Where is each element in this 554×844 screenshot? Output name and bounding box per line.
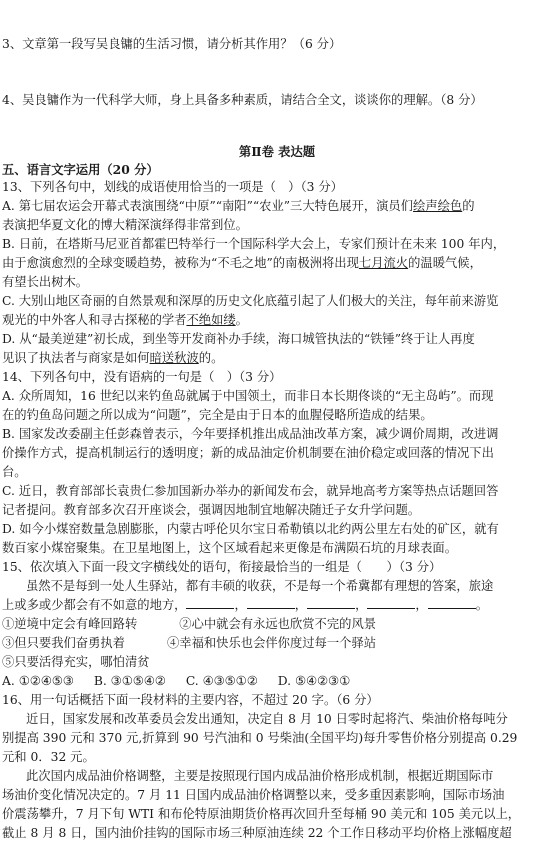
q14-option-b-line1: B. 国家发改委副主任彭森曾表示，今年要择机推出成品油改革方案，减少调价周期，改进调 — [2, 427, 499, 441]
q16-material-line2: 别提高 390 元和 370 元,折算到 90 号汽油和 0 号柴油(全国平均)每升零售价格分别提高 0.29 — [2, 731, 518, 745]
q13-option-c-line1: C. 大别山地区奇丽的自然景观和深厚的历史文化底蕴引起了人们极大的关注，每年前来游览 — [2, 294, 499, 308]
q13-option-d-line2: 见识了执法者与商家是如何暗送秋波的。 — [2, 351, 224, 365]
q16-material-line5: 场油价变化情况决定的。7 月 11 日国内成品油价格调整以来，受多重因素影响，国际市场油 — [2, 788, 505, 802]
q14-option-a-line2: 在的钓鱼岛问题之所以成为“问题”，完全是由于日本的血腥侵略所造成的结果。 — [2, 408, 433, 422]
q14-option-d-line1: D. 如今小煤窑数量急剧膨胀，内蒙古呼伦贝尔宝日希勒镇以北约两公里左右处的矿区，就有 — [2, 522, 499, 536]
q15-passage-line1: 虽然不是每到一处人生驿站，都有丰硕的收获，不是每一个希冀都有理想的答案，旅途 — [26, 579, 494, 593]
question-3: 3、文章第一段写吴良镛的生活习惯，请分析其作用？（6 分） — [2, 37, 342, 51]
q13-stem: 13、下列各句中，划线的成语使用恰当的一项是（ ）（3 分） — [2, 180, 343, 194]
answer-blank — [428, 595, 476, 609]
q14-option-c-line1: C. 近日，教育部部长袁贵仁参加国新办举办的新闻发布会，就异地高考方案等热点话题回答 — [2, 484, 499, 498]
part2-title: 第Ⅱ卷 表达题 — [238, 144, 316, 159]
q15-options-row2: ③但只要我们奋勇执着 ④幸福和快乐也会伴你度过每一个驿站 — [2, 636, 377, 650]
answer-blank — [247, 595, 295, 609]
q16-material-line7: 截止 8 月 8 日，国内油价挂钩的国际市场三种原油连续 22 个工作日移动平均价格上涨幅度超 — [2, 826, 512, 840]
q13-option-b-line3: 有望长出树木。 — [2, 275, 89, 289]
q13-option-a-line1: A. 第七届农运会开幕式表演围绕“中原”“南阳”“农业”三大特色展开，演员们绘声绘色的 — [2, 199, 475, 213]
underlined-idiom: 绘声绘色 — [413, 199, 463, 213]
q15-passage-line2: 上或多或少都会有不如意的地方， ， ， ， ， 。 — [2, 595, 552, 616]
q15-option-5: ⑤只要活得充实，哪怕清贫 — [2, 655, 150, 669]
underlined-idiom: 七月流火 — [358, 256, 409, 270]
answer-blank — [186, 595, 234, 609]
q13-option-b-line2: 由于愈演愈烈的全球变暖趋势，被称为“不毛之地”的南极洲将出现七月流火的温暖气候， — [2, 256, 482, 270]
q15-options-row1: ①逆境中定会有峰回路转 ②心中就会有永远也欣赏不完的风景 — [2, 617, 377, 631]
q16-material-line1: 近日，国家发展和改革委员会发出通知，决定自 8 月 10 日零时起将汽、柴油价格每吨分 — [26, 712, 508, 726]
section-5-heading: 五、语言文字运用（20 分） — [2, 162, 159, 177]
q16-material-line4: 此次国内成品油价格调整，主要是按照现行国内成品油价格形成机制，根据近期国际市 — [26, 769, 494, 783]
q13-option-a-line2: 表演把华夏文化的博大精深演绎得非常到位。 — [2, 218, 248, 232]
answer-blank — [307, 595, 355, 609]
q13-option-d-line1: D. 从“最美逆建”初长成，到坐等开发商补办手续，海口城管执法的“铁锤”终于让人再度 — [2, 332, 475, 346]
q14-option-b-line3: 台。 — [2, 465, 27, 479]
answer-blank — [367, 595, 415, 609]
q14-option-a-line1: A. 众所周知，16 世纪以来钓鱼岛就属于中国领土，而非日本长期佟谈的“无主岛屿”。而现 — [2, 389, 494, 403]
q15-choices: A. ①②④⑤③ B. ③①⑤④② C. ④③⑤①② D. ⑤④②③① — [2, 674, 351, 688]
q15-stem: 15、依次填入下面一段文字横线处的语句，衔接最恰当的一组是（ ）（3 分） — [2, 560, 442, 574]
q14-option-c-line2: 记者提问。教育部多次召开座谈会，强调因地制宜地解决随迁子女升学问题。 — [2, 503, 421, 517]
q13-option-c-line2: 观光的中外客人和寻古探秘的学者不绝如缕。 — [2, 313, 248, 327]
underlined-idiom: 不绝如缕 — [186, 313, 236, 327]
q16-material-line6: 价震荡攀升，7 月下旬 WTI 和布伦特原油期货价格再次回升至每桶 90 美元和 105 美元以上， — [2, 807, 521, 821]
q14-option-d-line2: 数百家小煤窑聚集。在卫星地图上，这个区域看起来更像是布满陨石坑的月球表面。 — [2, 541, 457, 555]
q16-material-line3: 元和 0．32 元。 — [2, 750, 95, 764]
q14-option-b-line2: 价操作方式，提高机制运行的透明度；新的成品油定价机制要在油价稳定或回落的情况下出 — [2, 446, 494, 460]
underlined-idiom: 暗送秋波 — [149, 351, 199, 365]
q14-stem: 14、下列各句中，没有语病的一句是（ ）（3 分） — [2, 370, 282, 384]
q13-option-b-line1: B. 日前，在塔斯马尼亚首都霍巴特举行一个国际科学大会上，专家们预计在未来 100 年内， — [2, 237, 506, 251]
q16-stem: 16、用一句话概括下面一段材料的主要内容，不超过 20 字。（6 分） — [2, 693, 379, 707]
question-4: 4、吴良镛作为一代科学大师，身上具备多种素质，请结合全文，谈谈你的理解。（8 分） — [2, 93, 483, 107]
